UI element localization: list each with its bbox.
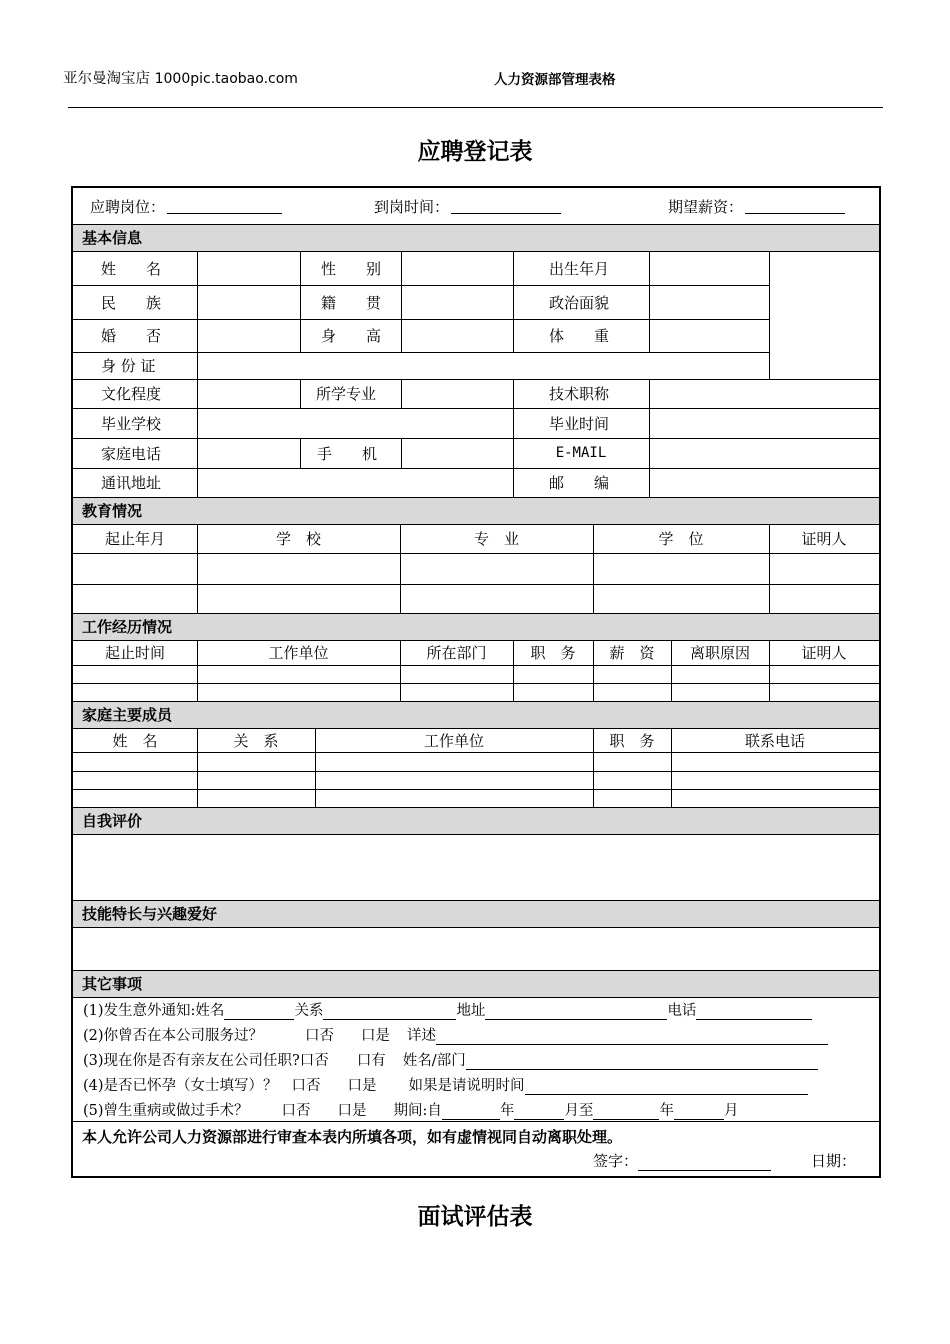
header-rule <box>68 107 883 108</box>
work-header-period: 起止时间 <box>104 644 165 662</box>
rule <box>73 468 879 469</box>
other-2-no[interactable]: 口否 <box>305 1028 335 1044</box>
ethnicity-label: 民 族 <box>101 293 162 312</box>
blank[interactable] <box>323 1005 456 1020</box>
blank[interactable] <box>696 1005 812 1020</box>
family-header-relation: 关 系 <box>233 731 279 750</box>
blank[interactable] <box>514 1105 564 1120</box>
start-time-label: 到岗时间： <box>374 197 450 216</box>
rule <box>73 807 879 808</box>
blank[interactable] <box>466 1055 818 1070</box>
blank[interactable] <box>593 1105 659 1120</box>
signature-row <box>593 1150 856 1171</box>
work-header-reference: 证明人 <box>801 644 847 662</box>
other-5-month-to: 月至 <box>564 1103 594 1119</box>
rule <box>300 379 301 408</box>
other-5-year2: 年 <box>659 1103 674 1119</box>
address-label: 通讯地址 <box>101 474 162 492</box>
political-label: 政治面貌 <box>549 293 610 312</box>
other-5-month: 月 <box>723 1103 739 1119</box>
rule <box>300 251 301 352</box>
rule <box>401 438 402 468</box>
blank[interactable] <box>224 1005 294 1020</box>
rule <box>73 553 879 554</box>
postcode-label: 邮 编 <box>549 474 610 492</box>
other-1-relation: 关系 <box>294 1003 324 1019</box>
grad-time-label: 毕业时间 <box>549 414 610 433</box>
rule <box>73 970 879 971</box>
section-other: 其它事项 <box>73 970 879 997</box>
other-2-text: (2)你曾否在本公司服务过？ <box>83 1028 264 1044</box>
native-place-label: 籍 贯 <box>321 293 382 312</box>
salary-field[interactable] <box>668 188 845 224</box>
next-form-title: 面试评估表 <box>417 1203 533 1230</box>
id-card-label: 身 份 证 <box>101 357 156 375</box>
work-header-salary: 薪 资 <box>609 644 655 662</box>
rule <box>73 408 879 409</box>
rule <box>73 497 879 498</box>
rule <box>73 927 879 928</box>
rule <box>73 771 879 772</box>
rule <box>73 701 879 702</box>
height-label: 身 高 <box>321 327 382 345</box>
blank[interactable] <box>674 1105 724 1120</box>
header-left <box>63 67 298 88</box>
section-work: 工作经历情况 <box>73 613 879 640</box>
edu-header-reference: 证明人 <box>801 530 847 548</box>
salary-blank[interactable] <box>745 199 845 214</box>
rule <box>73 379 879 380</box>
work-header-position: 职 务 <box>530 644 576 662</box>
rule <box>73 319 769 320</box>
other-4-yes[interactable]: 口是 <box>347 1078 377 1094</box>
blank[interactable] <box>525 1080 808 1095</box>
rule <box>197 251 198 497</box>
other-5-year1: 年 <box>499 1103 515 1119</box>
other-5-text: (5)曾生重病或做过手术？ <box>83 1103 249 1119</box>
rule <box>649 379 650 497</box>
rule <box>649 251 650 352</box>
home-phone-label: 家庭电话 <box>101 444 162 463</box>
family-header-name: 姓 名 <box>112 731 158 750</box>
other-1-phone: 电话 <box>667 1003 697 1019</box>
name-label: 姓 名 <box>101 259 162 278</box>
rule <box>73 438 879 439</box>
rule <box>769 251 770 379</box>
other-2-detail: 详述 <box>407 1028 437 1044</box>
other-3-yes[interactable]: 口有 <box>356 1053 386 1069</box>
family-header-position: 职 务 <box>609 731 655 750</box>
major-label: 所学专业 <box>316 385 377 403</box>
weight-label: 体 重 <box>549 327 610 345</box>
work-header-leave-reason: 离职原因 <box>689 644 750 662</box>
section-education: 教育情况 <box>73 497 879 524</box>
position-field[interactable] <box>90 188 282 224</box>
shop-url: 1000pic.taobao.com <box>154 71 298 87</box>
work-header-employer: 工作单位 <box>268 644 329 662</box>
edu-header-school: 学 校 <box>275 530 321 548</box>
rule <box>73 900 879 901</box>
birth-label: 出生年月 <box>549 259 610 278</box>
rule <box>73 665 879 666</box>
section-basic: 基本信息 <box>73 224 879 251</box>
family-header-phone: 联系电话 <box>744 731 805 750</box>
form-title: 应聘登记表 <box>417 138 533 165</box>
edu-header-major: 专 业 <box>473 530 519 548</box>
other-4-text: (4)是否已怀孕（女士填写）？ <box>83 1078 278 1094</box>
rule <box>300 438 301 468</box>
start-time-field[interactable] <box>374 188 561 224</box>
rule <box>73 285 769 286</box>
rule <box>73 752 879 753</box>
other-4-time: 如果是请说明时间 <box>408 1078 525 1094</box>
rule <box>401 251 402 352</box>
rule <box>73 352 769 353</box>
other-item-2 <box>83 1025 828 1045</box>
family-header-employer: 工作单位 <box>423 731 484 750</box>
other-5-yes[interactable]: 口是 <box>337 1103 367 1119</box>
other-5-from: 期间:自 <box>393 1103 442 1119</box>
marital-label: 婚 否 <box>101 327 162 345</box>
rule <box>73 584 879 585</box>
rule <box>73 224 879 225</box>
sign-blank[interactable] <box>638 1156 771 1171</box>
other-2-yes[interactable]: 口是 <box>361 1028 391 1044</box>
shop-name: 亚尔曼淘宝店 <box>63 71 150 87</box>
other-5-no[interactable]: 口否 <box>281 1103 311 1119</box>
rule <box>73 997 879 998</box>
edu-header-period: 起止年月 <box>104 530 165 548</box>
sign-label: 签字： <box>593 1152 639 1170</box>
email-label: E-MAIL <box>555 445 607 461</box>
work-header-department: 所在部门 <box>426 644 487 662</box>
rule <box>513 251 514 352</box>
rule <box>73 251 879 252</box>
salary-label: 期望薪资： <box>668 197 744 216</box>
blank[interactable] <box>485 1005 667 1020</box>
other-item-4 <box>83 1075 808 1095</box>
rule <box>401 379 402 408</box>
other-3-name-dept: 姓名/部门 <box>402 1053 466 1069</box>
blank[interactable] <box>436 1030 828 1045</box>
blank[interactable] <box>442 1105 500 1120</box>
rule <box>73 834 879 835</box>
date-label: 日期： <box>811 1152 857 1170</box>
other-3-text: (3)现在你是否有亲友在公司任职?口否 <box>83 1053 329 1069</box>
tech-title-label: 技术职称 <box>549 385 610 403</box>
other-item-1 <box>83 1000 812 1020</box>
section-family: 家庭主要成员 <box>73 701 879 728</box>
section-self-eval: 自我评价 <box>73 807 879 834</box>
position-blank[interactable] <box>167 199 282 214</box>
start-time-blank[interactable] <box>451 199 561 214</box>
other-item-3 <box>83 1050 818 1070</box>
rule <box>73 683 879 684</box>
position-label: 应聘岗位： <box>90 197 166 216</box>
declaration: 本人允许公司人力资源部进行审查本表内所填各项，如有虚情视同自动离职处理。 <box>82 1128 623 1146</box>
rule <box>73 789 879 790</box>
mobile-label: 手 机 <box>317 444 378 463</box>
edu-header-degree: 学 位 <box>658 530 704 548</box>
rule <box>73 613 879 614</box>
education-level-label: 文化程度 <box>101 385 162 403</box>
rule <box>73 1121 879 1122</box>
section-skills: 技能特长与兴趣爱好 <box>73 900 879 927</box>
other-4-no[interactable]: 口否 <box>291 1078 321 1094</box>
other-1-address: 地址 <box>456 1003 486 1019</box>
school-label: 毕业学校 <box>101 414 162 433</box>
gender-label: 性 别 <box>321 259 382 278</box>
other-1-text: (1)发生意外通知:姓名 <box>83 1003 225 1019</box>
other-item-5 <box>83 1100 738 1120</box>
application-form <box>71 186 881 1178</box>
header-center: 人力资源部管理表格 <box>494 72 616 88</box>
